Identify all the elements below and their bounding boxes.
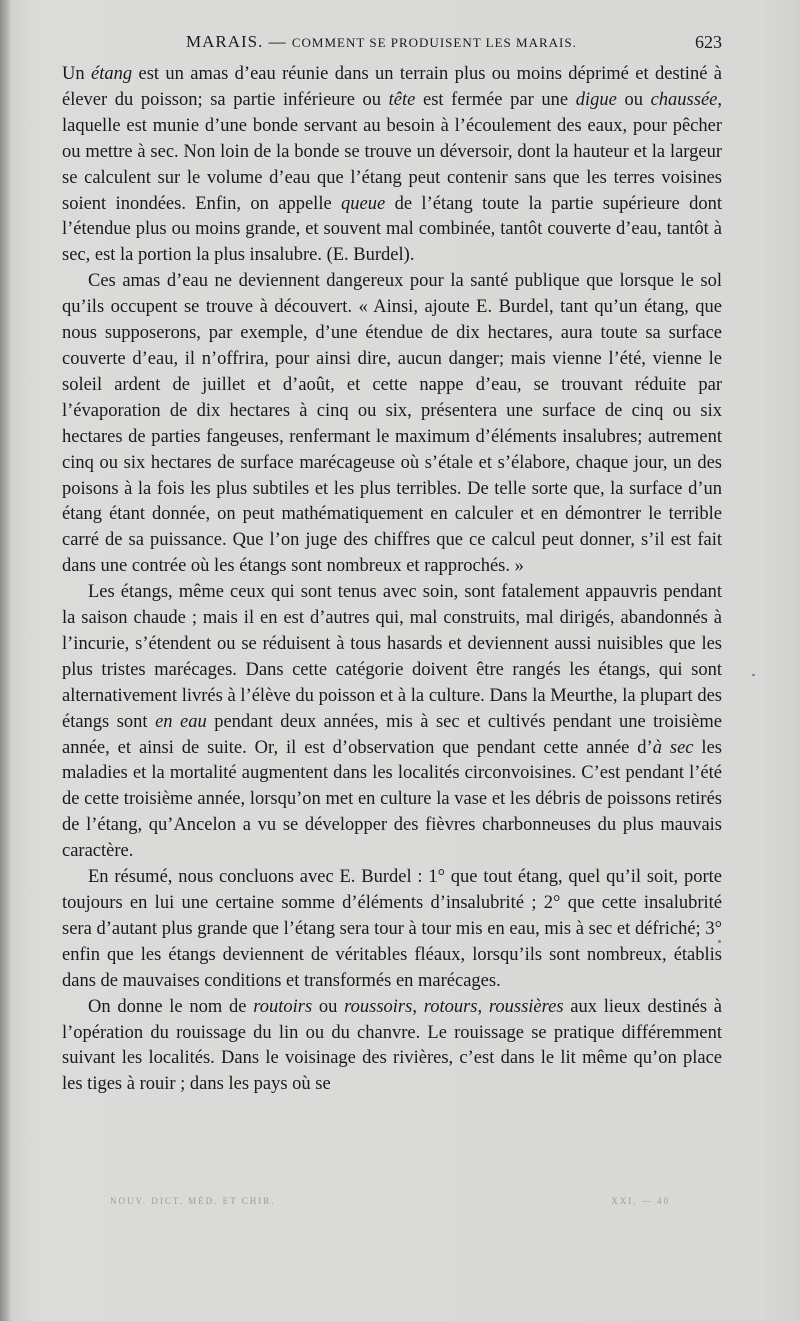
page-number: 623 (695, 32, 722, 52)
header-section-name: MARAIS. — (186, 32, 287, 51)
italic-term: à sec (652, 737, 694, 758)
text-run: pendant deux années, mis à sec et cultivés pendant une troisième année, et ainsi de suite. Or, il est d’observation que pendant cette année d’ (62, 711, 722, 758)
paragraph (62, 62, 722, 269)
paragraph (62, 865, 722, 995)
italic-term: tête (388, 89, 416, 110)
italic-term: routoirs (253, 996, 313, 1017)
scan-speck (718, 940, 721, 943)
text-run: Ces amas d’eau ne deviennent dangereux pour la santé publique que lorsque le sol qu’ils occupent se trouve à découvert. « Ainsi, ajoute E. Burdel, tant qu’un étang, que nous supposerons, par exemple, d’une étendue de dix hectares, aura toute sa surface couverte d’eau, il n’offrira, pour ainsi dire, aucun danger; mais vienne l’été, vienne le soleil ardent de juillet et d’août, et cette nappe d’eau, se trouvant réduite par l’évaporation de dix hectares à cinq ou six, présentera une surface de cinq ou six hectares de parties fangeuses, renfermant le maximum d’éléments insalubres; autrement cinq ou six hectares de surface marécageuse où s’étale et s’élabore, chaque jour, un des poisons à la fois les plus subtiles et les plus terribles. De telle sorte que, la surface d’un étang étant donnée, on peut mathématiquement en calculer et en démontrer le terrible carré de sa puissance. Que l’on juge des chiffres que ce calcul peut donner, s’il est fait dans une contrée où les étangs sont nombreux et rapprochés. » (62, 271, 722, 577)
text-run: , (477, 996, 489, 1017)
text-run: , laquelle est munie d’une bonde servant au besoin à l’écoulement des eaux, pour pêcher ou mettre à sec. Non loin de la bonde se trouve un déversoir, dont la hauteur et la largeur se calculent sur le volume d’eau que l’étang peut contenir sans que les terres voisines soient inondées. Enfin, on appelle (62, 89, 722, 214)
header-title (186, 30, 577, 55)
text-run: est fermée par une (415, 89, 576, 110)
signature-right: XXI. — 40 (611, 1196, 670, 1206)
text-run: Les étangs, même ceux qui sont tenus avec soin, sont fatalement appauvris pendant la saison chaude ; mais il en est d’autres qui, mal construits, mal dirigés, abandonnés à l’incurie, s’étendent ou se réduisent à tous hasards et deviennent aussi nuisibles que les plus tristes marécages. Dans cette catégorie doivent être rangés les étangs, qui sont alternativement livrés à l’élève du poisson et à la culture. Dans la Meurthe, la plupart des étangs sont (62, 582, 722, 732)
book-gutter (0, 0, 10, 1321)
text-run: On donne le nom de (88, 996, 254, 1017)
italic-term: roussoirs (344, 996, 413, 1017)
italic-term: rotours (423, 996, 478, 1017)
printer-signature (110, 1196, 670, 1208)
signature-left: NOUV. DICT. MÉD. ET CHIR. (110, 1196, 276, 1206)
header-subtitle: COMMENT SE PRODUISENT LES MARAIS. (291, 35, 577, 50)
text-run: aux lieux destinés à l’opération du rouissage du lin ou du chanvre. Le rouissage se pratique différemment suivant les localités. Dans le voisinage des rivières, c’est dans le lit même qu’on place les tiges à rouir ; dans les pays où se (62, 996, 722, 1095)
text-run: est un amas d’eau réunie dans un terrain plus ou moins déprimé et destiné à élever du poisson; sa partie inférieure ou (62, 64, 722, 110)
italic-term: chaussée (650, 89, 718, 110)
running-header (186, 30, 722, 54)
italic-term: digue (575, 89, 617, 110)
body-text (62, 62, 722, 1098)
paragraph (62, 995, 722, 1099)
italic-term: queue (341, 193, 386, 214)
text-run: les maladies et la mortalité augmentent dans les localités circonvoisines. C’est pendant l’été de cette troisième année, lorsqu’on met en culture la vase et les débris de poissons retirés de l’étang, qu’Ancelon a vu se développer des fièvres charbonneuses du plus mauvais caractère. (62, 737, 722, 862)
text-run: , (412, 996, 424, 1017)
scan-speck (752, 674, 755, 676)
italic-term: en eau (155, 711, 207, 732)
text-run: ou (616, 89, 651, 110)
text-run: Un (62, 64, 91, 84)
italic-term: étang (91, 64, 133, 84)
text-run: de l’étang toute la partie supérieure dont l’étendue plus ou moins grande, et souvent mal combinée, tantôt couverte d’eau, tantôt à sec, est la portion la plus insalubre. (E. Burdel). (62, 193, 722, 266)
paragraph (62, 269, 722, 580)
text-run: En résumé, nous concluons avec E. Burdel : 1° que tout étang, quel qu’il soit, porte toujours en lui une certaine somme d’éléments d’insalubrité ; 2° que cette insalubrité sera d’autant plus grande que l’étang sera tour à tour mis en eau, mis à sec et défriché; 3° enfin que les étangs deviennent de véritables fléaux, lorsqu’ils sont nombreux, établis dans de mauvaises conditions et transformés en marécages. (62, 867, 722, 991)
italic-term: roussières (488, 996, 564, 1017)
text-run: ou (312, 996, 345, 1017)
paragraph (62, 580, 722, 865)
